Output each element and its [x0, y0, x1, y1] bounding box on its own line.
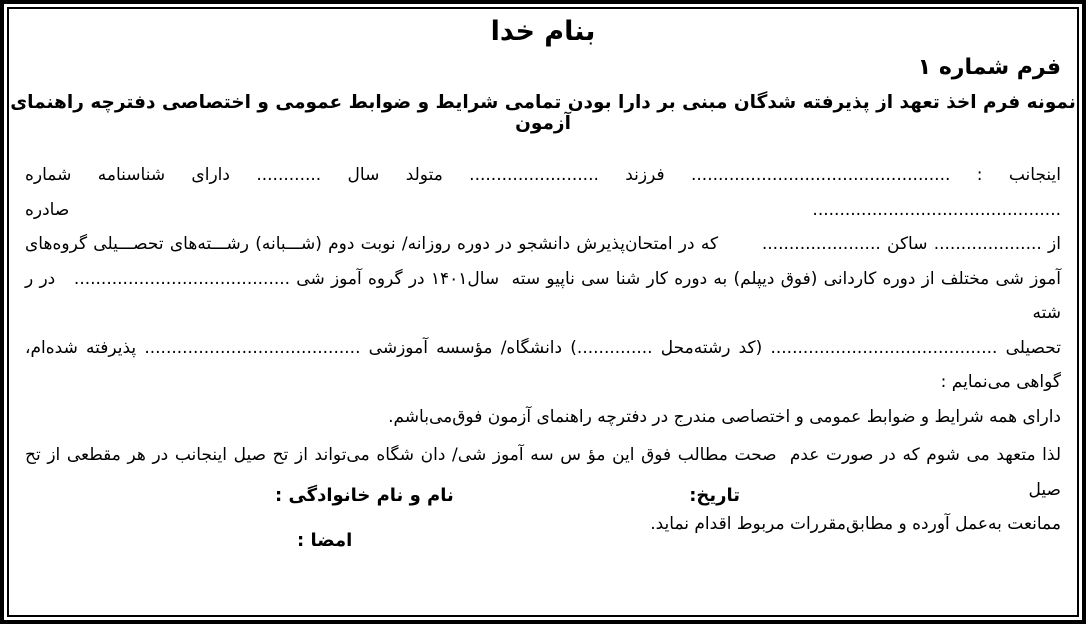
bismillah-heading: بنام خدا: [490, 16, 596, 47]
body-text-block: [25, 158, 1061, 542]
body-line-2: از .................... ساکن ...................... که در امتحان‌پذیرش دانشجو در دوره روزانه/ نوبت دوم (شـــبانه) رشـــته‌های تحصـــیلی گروه‌های: [25, 234, 1061, 254]
body-line-5: گواهی می‌نمایم :: [940, 372, 1061, 392]
body-line-8: ممانعت به‌عمل آورده و مطابق‌مقررات مربوط اقدام نماید.: [650, 514, 1061, 534]
document-frame-inner: [7, 7, 1079, 617]
full-name-label: نام و نام خانوادگی :: [275, 485, 454, 506]
body-line-1: اینجانب : ................................................ فرزند ........................ متولد سال ............ دارای شناسنامه شماره .............................................. صادره: [25, 165, 1061, 220]
form-number-label: فرم شماره ۱: [917, 55, 1061, 80]
body-line-3: آموز شی مختلف از دوره کاردانی (فوق دیپلم) به دوره کار شنا سی ناپیو سته سال۱۴۰۱ در گروه آموز شی ........................................ در ر شته: [25, 268, 1061, 323]
document-title: نمونه فرم اخذ تعهد از پذیرفته شدگان مبنی بر دارا بودن تمامی شرایط و ضوابط عمومی و اختصاصی دفترچه راهنمای آزمون: [10, 92, 1076, 134]
date-label: تاریخ:: [689, 485, 740, 506]
body-line-7: لذا متعهد می شوم که در صورت عدم صحت مطالب فوق این مؤ س سه آموز شی/ دان شگاه می‌تواند از تح صیل اینجانب در هر مقطعی از تح صیل: [25, 445, 1061, 500]
body-line-4: تحصیلی .......................................... (کد رشته‌محل ..............) دانشگاه/ مؤسسه آموزشی ........................................ پذیرفته شده‌ام،: [25, 337, 1061, 358]
signature-label: امضا :: [297, 530, 353, 551]
body-line-6: دارای همه شرایط و ضوابط عمومی و اختصاصی مندرج در دفترچه راهنمای آزمون فوق‌می‌باشم.: [388, 406, 1061, 427]
